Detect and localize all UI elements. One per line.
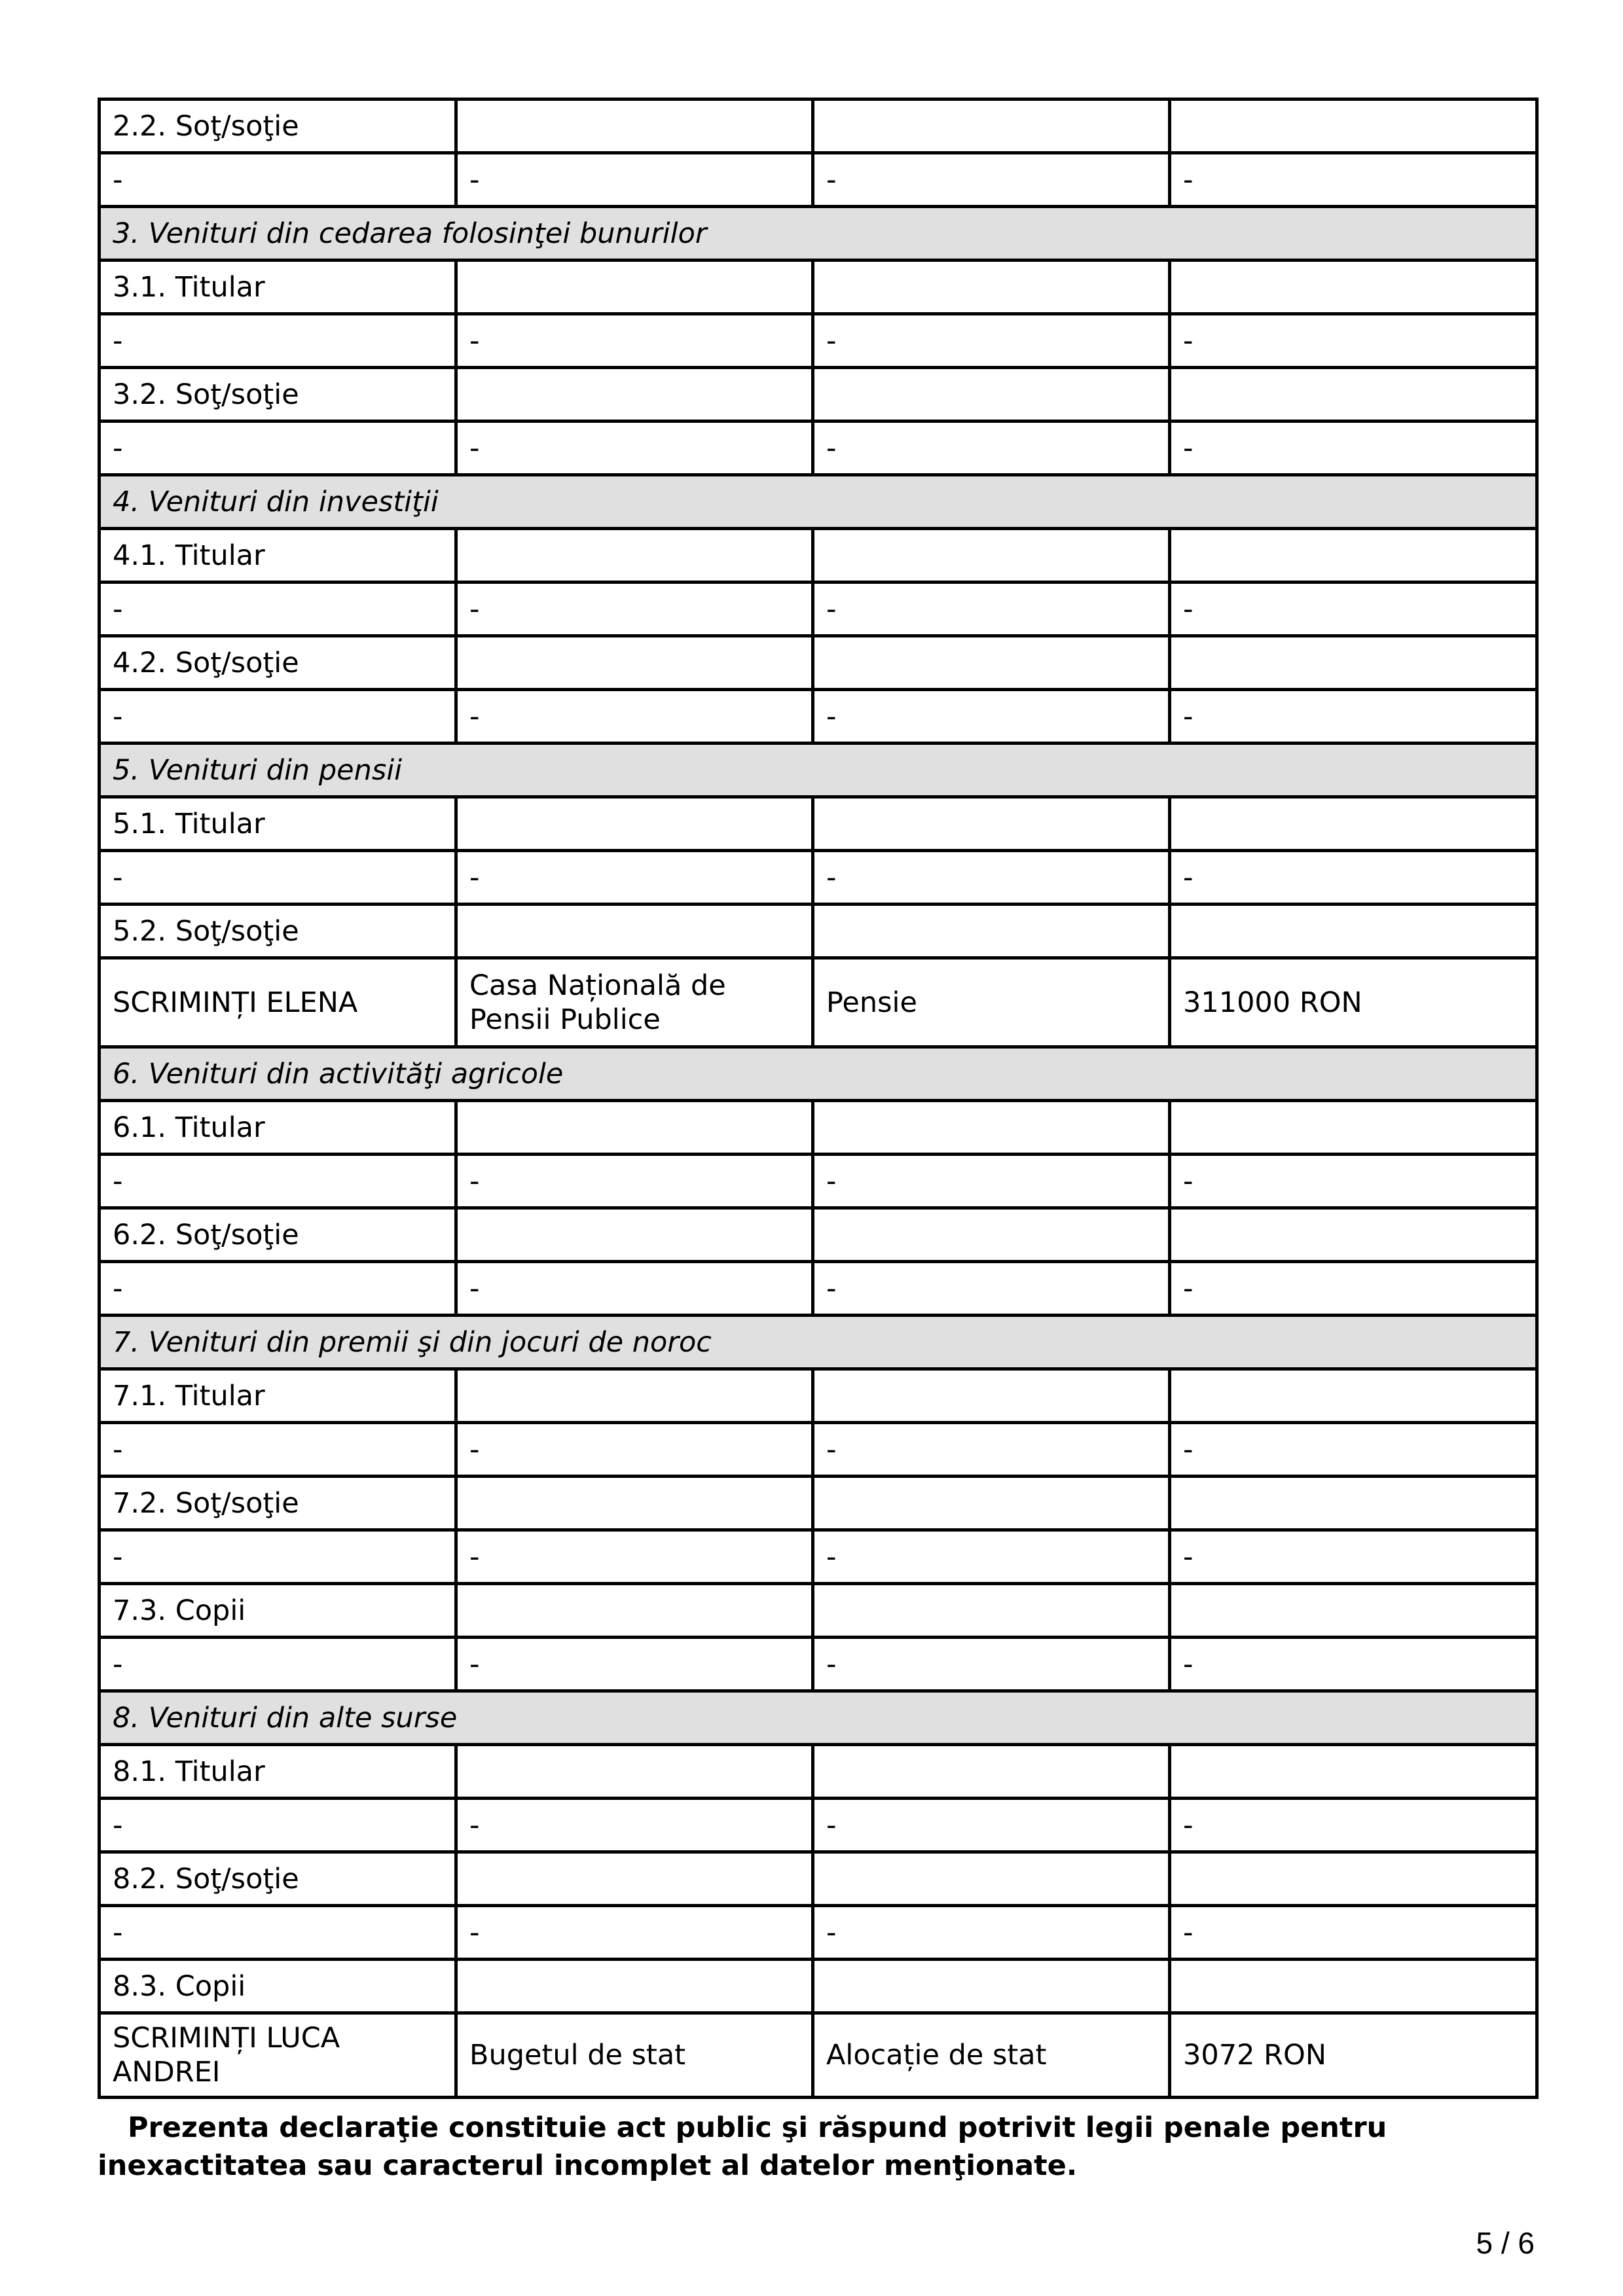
empty-cell: - (813, 1423, 1170, 1477)
table-cell (1170, 636, 1537, 690)
empty-cell: - (1170, 690, 1537, 744)
subsection-label: 5.1. Titular (100, 797, 456, 851)
subsection-label: 7.2. Soţ/soţie (100, 1477, 456, 1530)
empty-cell: - (100, 851, 456, 905)
table-cell (456, 1960, 813, 2013)
table-cell (456, 905, 813, 958)
table-row (100, 153, 1537, 207)
section-header: 5. Venituri din pensii (100, 744, 1537, 797)
empty-cell: - (100, 314, 456, 368)
table-cell (813, 1208, 1170, 1262)
subsection-label: 5.2. Soţ/soţie (100, 905, 456, 958)
table-cell (813, 1852, 1170, 1906)
empty-cell: - (813, 422, 1170, 475)
subsection-label: 2.2. Soţ/soţie (100, 99, 456, 153)
table-row (100, 1530, 1537, 1584)
empty-cell: - (1170, 153, 1537, 207)
empty-cell: - (1170, 1155, 1537, 1208)
table-cell (1170, 1584, 1537, 1638)
table-row (100, 1369, 1537, 1423)
section-row (100, 475, 1537, 529)
income-table (98, 98, 1539, 2099)
empty-cell: - (813, 583, 1170, 636)
table-cell (813, 368, 1170, 422)
table-cell (813, 905, 1170, 958)
empty-cell: - (456, 1906, 813, 1960)
table-cell (1170, 1101, 1537, 1155)
table-row (100, 905, 1537, 958)
subsection-label: 3.2. Soţ/soţie (100, 368, 456, 422)
table-row (100, 583, 1537, 636)
empty-cell: - (1170, 583, 1537, 636)
table-cell (1170, 1369, 1537, 1423)
table-cell (813, 1745, 1170, 1799)
page-number: 5 / 6 (1476, 2226, 1535, 2260)
section-header: 7. Venituri din premii şi din jocuri de noroc (100, 1316, 1537, 1369)
section-header: 4. Venituri din investiţii (100, 475, 1537, 529)
table-cell (813, 1960, 1170, 2013)
table-cell (456, 636, 813, 690)
table-row (100, 1584, 1537, 1638)
table-cell (1170, 368, 1537, 422)
table-cell (456, 1369, 813, 1423)
section-row (100, 1047, 1537, 1101)
table-row (100, 368, 1537, 422)
table-cell (813, 529, 1170, 583)
table-row (100, 260, 1537, 314)
empty-cell: - (456, 314, 813, 368)
income-type: Pensie (813, 958, 1170, 1047)
table-cell (456, 1101, 813, 1155)
empty-cell: - (456, 1638, 813, 1691)
empty-cell: - (456, 422, 813, 475)
empty-cell: - (100, 1155, 456, 1208)
table-row (100, 1906, 1537, 1960)
table-cell (1170, 905, 1537, 958)
table-cell (456, 260, 813, 314)
table-cell (1170, 1960, 1537, 2013)
empty-cell: - (100, 422, 456, 475)
table-row (100, 1208, 1537, 1262)
empty-cell: - (456, 1530, 813, 1584)
table-cell (1170, 1208, 1537, 1262)
table-row (100, 99, 1537, 153)
table-row (100, 422, 1537, 475)
empty-cell: - (100, 690, 456, 744)
empty-cell: - (456, 583, 813, 636)
empty-cell: - (1170, 1638, 1537, 1691)
subsection-label: 7.3. Copii (100, 1584, 456, 1638)
income-amount: 3072 RON (1170, 2013, 1537, 2098)
empty-cell: - (100, 153, 456, 207)
income-source: Casa Națională de Pensii Publice (456, 958, 813, 1047)
table-cell (456, 1208, 813, 1262)
section-row (100, 1691, 1537, 1745)
table-cell (1170, 1477, 1537, 1530)
income-amount: 311000 RON (1170, 958, 1537, 1047)
subsection-label: 3.1. Titular (100, 260, 456, 314)
empty-cell: - (1170, 1262, 1537, 1316)
empty-cell: - (813, 1262, 1170, 1316)
empty-cell: - (813, 314, 1170, 368)
table-row (100, 1101, 1537, 1155)
empty-cell: - (1170, 1530, 1537, 1584)
footer-statement: Prezenta declaraţie constituie act public şi răspund potrivit legii penale pentru inexactitatea sau caracterul incomplet al datelor menţionate. (98, 2111, 1387, 2182)
table-cell (456, 1852, 813, 1906)
empty-cell: - (1170, 422, 1537, 475)
empty-cell: - (813, 1155, 1170, 1208)
empty-cell: - (100, 1423, 456, 1477)
table-cell (456, 99, 813, 153)
empty-cell: - (100, 1638, 456, 1691)
section-header: 3. Venituri din cedarea folosinţei bunurilor (100, 207, 1537, 260)
table-row (100, 2013, 1537, 2098)
table-row (100, 1155, 1537, 1208)
subsection-label: 7.1. Titular (100, 1369, 456, 1423)
empty-cell: - (1170, 1799, 1537, 1852)
income-type: Alocație de stat (813, 2013, 1170, 2098)
table-row (100, 797, 1537, 851)
empty-cell: - (456, 153, 813, 207)
empty-cell: - (100, 1530, 456, 1584)
empty-cell: - (456, 1423, 813, 1477)
empty-cell: - (813, 153, 1170, 207)
table-row (100, 1799, 1537, 1852)
table-row (100, 636, 1537, 690)
table-cell (813, 1369, 1170, 1423)
table-cell (456, 1584, 813, 1638)
table-row (100, 1477, 1537, 1530)
empty-cell: - (100, 1262, 456, 1316)
table-cell (813, 1477, 1170, 1530)
empty-cell: - (1170, 314, 1537, 368)
table-row (100, 1852, 1537, 1906)
subsection-label: 6.2. Soţ/soţie (100, 1208, 456, 1262)
empty-cell: - (456, 690, 813, 744)
table-cell (456, 1477, 813, 1530)
table-row (100, 529, 1537, 583)
subsection-label: 8.2. Soţ/soţie (100, 1852, 456, 1906)
table-row (100, 1960, 1537, 2013)
subsection-label: 4.2. Soţ/soţie (100, 636, 456, 690)
table-row (100, 851, 1537, 905)
table-cell (456, 1745, 813, 1799)
table-cell (813, 260, 1170, 314)
empty-cell: - (456, 851, 813, 905)
table-row (100, 958, 1537, 1047)
subsection-label: 4.1. Titular (100, 529, 456, 583)
empty-cell: - (456, 1799, 813, 1852)
subsection-label: 8.3. Copii (100, 1960, 456, 2013)
table-row (100, 1423, 1537, 1477)
subsection-label: 8.1. Titular (100, 1745, 456, 1799)
empty-cell: - (100, 583, 456, 636)
empty-cell: - (813, 851, 1170, 905)
empty-cell: - (1170, 851, 1537, 905)
table-cell (1170, 260, 1537, 314)
empty-cell: - (1170, 1906, 1537, 1960)
table-cell (456, 797, 813, 851)
table-row (100, 1262, 1537, 1316)
table-row (100, 314, 1537, 368)
empty-cell: - (456, 1262, 813, 1316)
table-row (100, 690, 1537, 744)
empty-cell: - (100, 1799, 456, 1852)
empty-cell: - (1170, 1423, 1537, 1477)
section-header: 8. Venituri din alte surse (100, 1691, 1537, 1745)
beneficiary-name: SCRIMINȚI LUCA ANDREI (100, 2013, 456, 2098)
empty-cell: - (813, 1530, 1170, 1584)
table-cell (813, 1101, 1170, 1155)
empty-cell: - (813, 690, 1170, 744)
section-row (100, 1316, 1537, 1369)
table-cell (1170, 99, 1537, 153)
income-source: Bugetul de stat (456, 2013, 813, 2098)
empty-cell: - (813, 1638, 1170, 1691)
table-cell (813, 797, 1170, 851)
section-row (100, 207, 1537, 260)
table-cell (456, 368, 813, 422)
table-row (100, 1745, 1537, 1799)
table-cell (813, 636, 1170, 690)
empty-cell: - (100, 1906, 456, 1960)
table-cell (1170, 1852, 1537, 1906)
empty-cell: - (813, 1799, 1170, 1852)
beneficiary-name: SCRIMINȚI ELENA (100, 958, 456, 1047)
table-cell (1170, 529, 1537, 583)
section-row (100, 744, 1537, 797)
table-cell (1170, 1745, 1537, 1799)
table-cell (813, 99, 1170, 153)
table-cell (456, 529, 813, 583)
subsection-label: 6.1. Titular (100, 1101, 456, 1155)
empty-cell: - (813, 1906, 1170, 1960)
table-cell (813, 1584, 1170, 1638)
table-cell (1170, 797, 1537, 851)
table-row (100, 1638, 1537, 1691)
section-header: 6. Venituri din activităţi agricole (100, 1047, 1537, 1101)
empty-cell: - (456, 1155, 813, 1208)
